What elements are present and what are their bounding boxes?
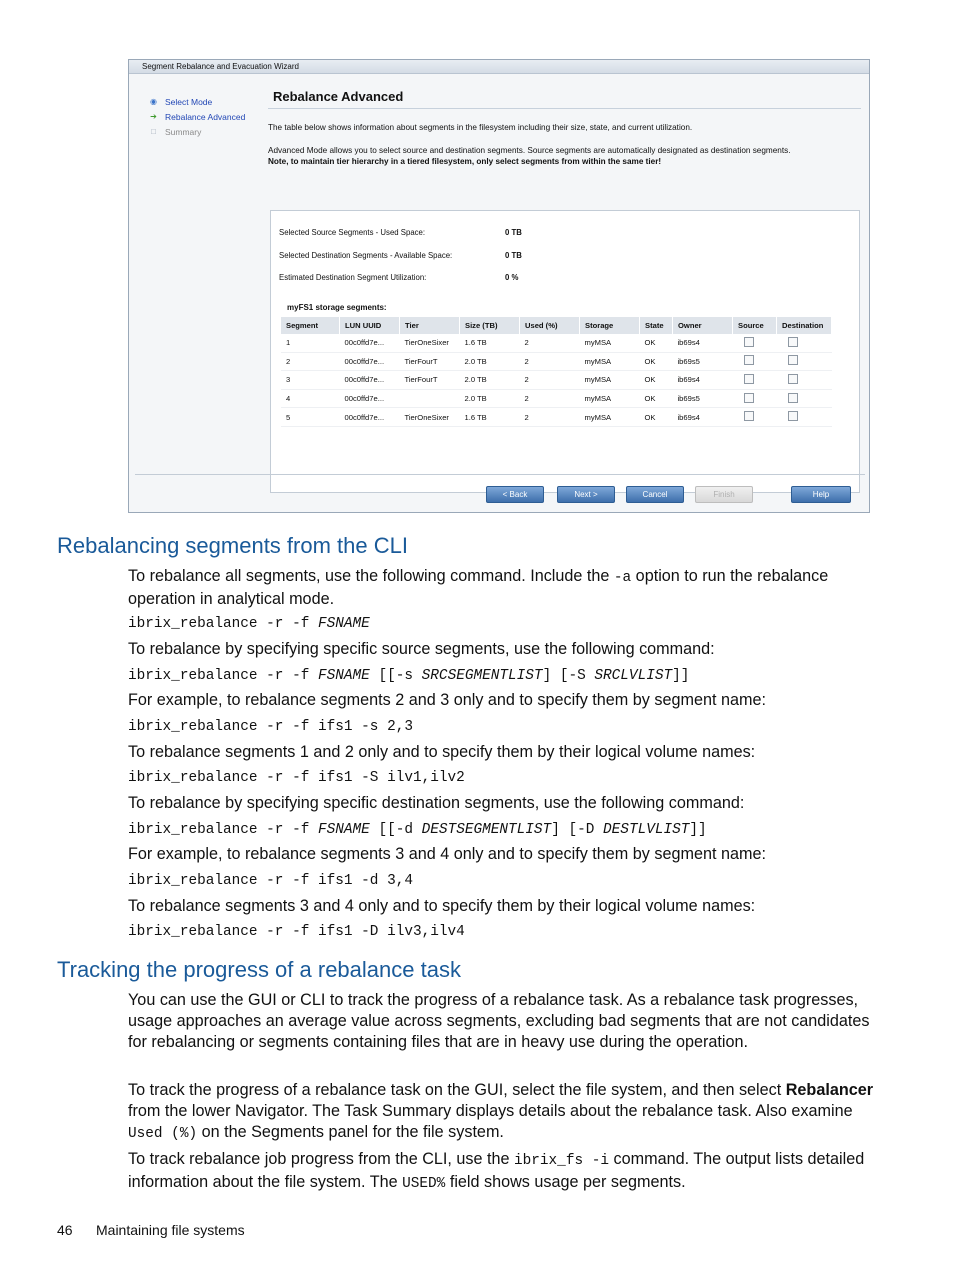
cell-destination [777,389,832,408]
col-owner[interactable]: Owner [673,317,733,334]
rebalance-wizard-screenshot [128,59,870,513]
table-row[interactable] [281,352,832,371]
source-checkbox[interactable] [744,411,754,421]
col-size[interactable]: Size (TB) [460,317,520,334]
destination-checkbox[interactable] [788,337,798,347]
col-tier[interactable]: Tier [400,317,460,334]
radio-dot-icon: ◉ [150,97,157,106]
stat-value: 0 TB [505,228,522,237]
section-title-tracking: Tracking the progress of a rebalance task [57,957,461,982]
cell-owner: ib69s4 [673,371,733,390]
finish-button[interactable]: Finish [695,486,753,503]
cell-owner: ib69s5 [673,352,733,371]
cell-tier: TierOneSixer [400,334,460,352]
stat-value: 0 % [505,273,519,282]
text: field shows usage per segments. [445,1173,686,1191]
cell-source [733,334,777,352]
source-checkbox[interactable] [744,337,754,347]
table-row[interactable] [281,334,832,352]
text: To rebalance all segments, use the following command. Include the [128,567,614,585]
stat-label: Selected Source Segments - Used Space: [279,228,426,237]
cell-storage: myMSA [580,408,640,427]
code-text: [[-d [369,822,422,838]
cell-tier: TierFourT [400,371,460,390]
cell-storage: myMSA [580,389,640,408]
code-text: ibrix_rebalance -r -f [128,616,318,632]
nav-summary[interactable] [149,124,269,139]
col-storage[interactable]: Storage [580,317,640,334]
cell-storage: myMSA [580,352,640,371]
cell-size: 2.0 TB [460,371,520,390]
cell-lun: 00c0ffd7e... [340,352,400,371]
col-destination[interactable]: Destination [777,317,832,334]
code-line: ibrix_rebalance -r -f ifs1 -d 3,4 [128,873,413,889]
inline-code: -a [613,570,632,586]
col-source[interactable]: Source [733,317,777,334]
table-row[interactable] [281,408,832,427]
paragraph [128,1080,878,1145]
cell-segment: 2 [281,352,340,371]
table-row[interactable] [281,389,832,408]
inline-code: Used (%) [128,1126,198,1142]
nav-label: Select Mode [165,96,213,107]
page-number: 46 [57,1222,73,1238]
source-checkbox[interactable] [744,355,754,365]
cell-owner: ib69s5 [673,389,733,408]
cell-source [733,389,777,408]
destination-checkbox[interactable] [788,355,798,365]
cell-lun: 00c0ffd7e... [340,408,400,427]
next-button[interactable]: Next > [557,486,615,503]
text: To track the progress of a rebalance task on the GUI, select the file system, and then select [128,1081,786,1099]
tier-note-text: Note, to maintain tier hierarchy in a tiered filesystem, only select segments from within the same tier! [268,157,662,166]
nav-label: Summary [165,126,202,137]
code-text: ibrix_rebalance -r -f [128,668,318,684]
inline-code: ibrix_fs -i [514,1153,609,1169]
stat-source-used [279,228,522,237]
stat-label: Estimated Destination Segment Utilization: [279,273,427,282]
segments-panel [270,210,860,493]
code-arg: SRCLVLIST [594,668,673,684]
cell-segment: 4 [281,389,340,408]
code-text: [[-s [369,668,422,684]
cell-tier: TierFourT [400,352,460,371]
arrow-right-icon: ➔ [150,112,157,121]
code-arg: FSNAME [318,616,370,632]
paragraph: To rebalance by specifying specific source segments, use the following command: [128,640,715,658]
code-line [128,822,707,838]
destination-checkbox[interactable] [788,393,798,403]
wizard-title-bar: Segment Rebalance and Evacuation Wizard [129,60,869,74]
wizard-nav [149,94,269,139]
paragraph: To rebalance segments 1 and 2 only and to specify them by their logical volume names: [128,743,756,761]
table-row[interactable] [281,371,832,390]
wizard-description: The table below shows information about segments in the filesystem including their size, state, and current utilization. [268,123,693,132]
cell-source [733,371,777,390]
wizard-main [268,86,860,474]
cell-state: OK [640,408,673,427]
nav-select-mode[interactable] [149,94,269,109]
code-arg: DESTLVLIST [603,822,690,838]
wizard-separator [135,474,865,475]
text: option to run the rebalance operation in analytical mode. [128,567,829,608]
cell-state: OK [640,371,673,390]
cell-storage: myMSA [580,371,640,390]
wizard-heading: Rebalance Advanced [268,86,861,109]
cell-destination [777,371,832,390]
cell-size: 1.6 TB [460,408,520,427]
cell-lun: 00c0ffd7e... [340,334,400,352]
cell-source [733,408,777,427]
cell-state: OK [640,334,673,352]
section-title-cli: Rebalancing segments from the CLI [57,533,408,558]
code-arg: FSNAME [318,668,370,684]
text: from the lower Navigator. The Task Summary displays details about the rebalance task. Also examine [128,1102,853,1120]
nav-rebalance-advanced[interactable] [149,109,269,124]
stat-label: Selected Destination Segments - Available Space: [279,251,453,260]
paragraph [128,1149,878,1195]
help-button[interactable]: Help [791,486,851,503]
cell-size: 2.0 TB [460,389,520,408]
cell-destination [777,408,832,427]
col-used[interactable]: Used (%) [520,317,580,334]
code-arg: FSNAME [318,822,370,838]
cell-used: 2 [520,352,580,371]
page-footer [57,1222,245,1238]
col-state[interactable]: State [640,317,673,334]
segments-table [281,317,832,427]
square-icon: □ [151,127,156,136]
table-header-row [281,317,832,334]
cell-destination [777,334,832,352]
cell-destination [777,352,832,371]
paragraph: To rebalance segments 3 and 4 only and to specify them by their logical volume names: [128,897,756,915]
code-line [128,616,370,632]
cell-lun: 00c0ffd7e... [340,389,400,408]
code-text: ]] [672,668,690,684]
code-text: ]] [689,822,707,838]
cell-segment: 3 [281,371,340,390]
code-line: ibrix_rebalance -r -f ifs1 -s 2,3 [128,719,413,735]
cell-used: 2 [520,389,580,408]
source-checkbox[interactable] [744,374,754,384]
cell-size: 2.0 TB [460,352,520,371]
wizard-advanced-note [268,145,860,167]
source-checkbox[interactable] [744,393,754,403]
cell-state: OK [640,389,673,408]
destination-checkbox[interactable] [788,374,798,384]
inline-code: USED% [402,1176,446,1192]
code-text: ibrix_rebalance -r -f [128,822,318,838]
cell-state: OK [640,352,673,371]
code-arg: DESTSEGMENTLIST [421,822,552,838]
code-line: ibrix_rebalance -r -f ifs1 -D ilv3,ilv4 [128,924,465,940]
stat-dest-utilization [279,273,519,282]
stat-dest-available [279,251,522,260]
paragraph: For example, to rebalance segments 3 and 4 only and to specify them by segment name: [128,845,766,863]
paragraph [128,566,878,610]
col-lun-uuid[interactable]: LUN UUID [340,317,400,334]
chapter-title: Maintaining file systems [96,1222,245,1238]
paragraph: To rebalance by specifying specific destination segments, use the following command: [128,794,745,812]
segments-title: myFS1 storage segments: [287,303,387,312]
text: command. The output lists detailed information about the file system. The [128,1150,865,1191]
bold-text: Rebalancer [785,1081,874,1099]
stat-value: 0 TB [505,251,522,260]
cell-tier: TierOneSixer [400,408,460,427]
cell-owner: ib69s4 [673,408,733,427]
nav-label: Rebalance Advanced [165,111,246,122]
cancel-button[interactable]: Cancel [626,486,684,503]
advanced-mode-text: Advanced Mode allows you to select source and destination segments. Source segments are automatically designated as destination segments. [268,146,791,155]
cell-source [733,352,777,371]
cell-tier [400,389,460,408]
back-button[interactable]: < Back [486,486,544,503]
cell-size: 1.6 TB [460,334,520,352]
text: To track rebalance job progress from the CLI, use the [128,1150,514,1168]
code-line: ibrix_rebalance -r -f ifs1 -S ilv1,ilv2 [128,770,465,786]
code-arg: SRCSEGMENTLIST [421,668,543,684]
cell-used: 2 [520,371,580,390]
code-text: ] [-D [551,822,604,838]
code-line [128,668,689,684]
cell-used: 2 [520,408,580,427]
cell-segment: 5 [281,408,340,427]
code-text: ] [-S [542,668,595,684]
cell-used: 2 [520,334,580,352]
paragraph: For example, to rebalance segments 2 and 3 only and to specify them by segment name: [128,691,766,709]
cell-lun: 00c0ffd7e... [340,371,400,390]
text: on the Segments panel for the file system. [197,1123,504,1141]
col-segment[interactable]: Segment [281,317,340,334]
cell-storage: myMSA [580,334,640,352]
cell-segment: 1 [281,334,340,352]
cell-owner: ib69s4 [673,334,733,352]
paragraph: You can use the GUI or CLI to track the progress of a rebalance task. As a rebalance task progresses, usage approaches an average value across segments, excluding bad segments that are not candidates for rebalancing or segments containing files that are in heavy use during the operation. [128,991,870,1051]
destination-checkbox[interactable] [788,411,798,421]
